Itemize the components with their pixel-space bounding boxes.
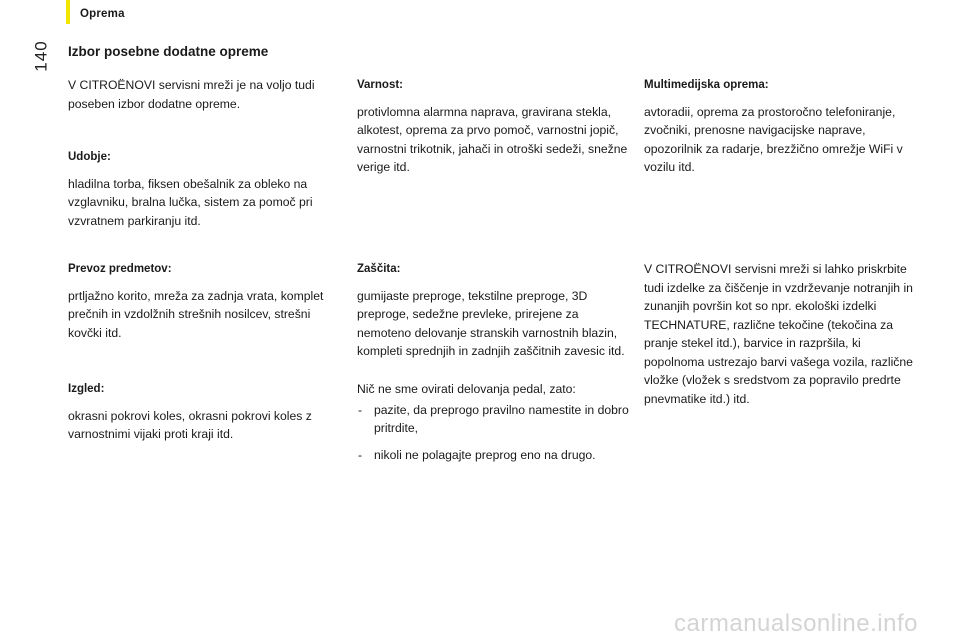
pedals-list bbox=[357, 401, 635, 465]
protection-heading: Zaščita: bbox=[357, 263, 401, 275]
styling-text: okrasni pokrovi koles, okrasni pokrovi koles z varnostnimi vijaki proti kraji itd. bbox=[68, 408, 312, 441]
chapter-title: Oprema bbox=[80, 8, 125, 20]
section-title: Izbor posebne dodatne opreme bbox=[68, 44, 269, 59]
page-number: 140 bbox=[31, 40, 51, 72]
transport-text: prtljažno korito, mreža za zadnja vrata, komplet prečnih in vzdolžnih strešnih nosilcev, strešni kovčki itd. bbox=[68, 288, 324, 340]
watermark: carmanualsonline.info bbox=[674, 610, 918, 637]
comfort-text: hladilna torba, fiksen obešalnik za obleko na vzglavniku, bralna lučka, sistem za pomoč pri vzvratnem parkiranju itd. bbox=[68, 176, 313, 228]
styling-heading: Izgled: bbox=[68, 383, 105, 395]
chapter-accent-bar bbox=[66, 0, 70, 24]
comfort-block bbox=[68, 148, 346, 230]
multimedia-heading: Multimedijska oprema: bbox=[644, 79, 769, 91]
security-block bbox=[357, 76, 635, 177]
transport-block bbox=[68, 260, 346, 342]
multimedia-text: avtoradii, oprema za prostoročno telefoniranje, zvočniki, prenosne navigacijske naprave, opozorilnik za radarje, brezžično omrežje WiFi v vozilu itd. bbox=[644, 104, 903, 174]
pedals-block bbox=[357, 380, 635, 464]
intro-block bbox=[68, 76, 346, 113]
care-block bbox=[644, 260, 918, 408]
list-item: - nikoli ne polagajte preprog eno na drugo. bbox=[357, 446, 635, 465]
list-item: - pazite, da preprogo pravilno namestite in dobro pritrdite, bbox=[357, 401, 635, 438]
pedals-note: Nič ne sme ovirati delovanja pedal, zato: bbox=[357, 382, 576, 396]
protection-block bbox=[357, 260, 635, 361]
protection-text: gumijaste preproge, tekstilne preproge, 3D preproge, sedežne prevleke, prirejene za nemoteno delovanje stranskih varnostnih blazin, kompleti sprednjih in zadnjih zaščitnih zavesic itd. bbox=[357, 288, 625, 358]
comfort-heading: Udobje: bbox=[68, 151, 111, 163]
multimedia-block bbox=[644, 76, 918, 177]
intro-text: V CITROËNOVI servisni mreži je na voljo tudi poseben izbor dodatne opreme. bbox=[68, 78, 315, 111]
security-text: protivlomna alarmna naprava, gravirana stekla, alkotest, oprema za prvo pomoč, varnostni jopič, varnostni trikotnik, jahači in otroški sedeži, snežne verige itd. bbox=[357, 104, 628, 174]
security-heading: Varnost: bbox=[357, 79, 404, 91]
styling-block bbox=[68, 380, 346, 444]
transport-heading: Prevoz predmetov: bbox=[68, 263, 172, 275]
care-note: V CITROËNOVI servisni mreži si lahko priskrbite tudi izdelke za čiščenje in vzdrževanje notranjih in zunanjih površin kot so npr. ekološki izdelki TECHNATURE, različne tekočine (tekočina za pranje stekel itd.), barvice in razpršila, ki popolnoma ustrezajo barvi vašega vozila, različne vložke (vložek s sredstvom za popravilo predrte pnevmatike itd.) itd. bbox=[644, 262, 913, 406]
